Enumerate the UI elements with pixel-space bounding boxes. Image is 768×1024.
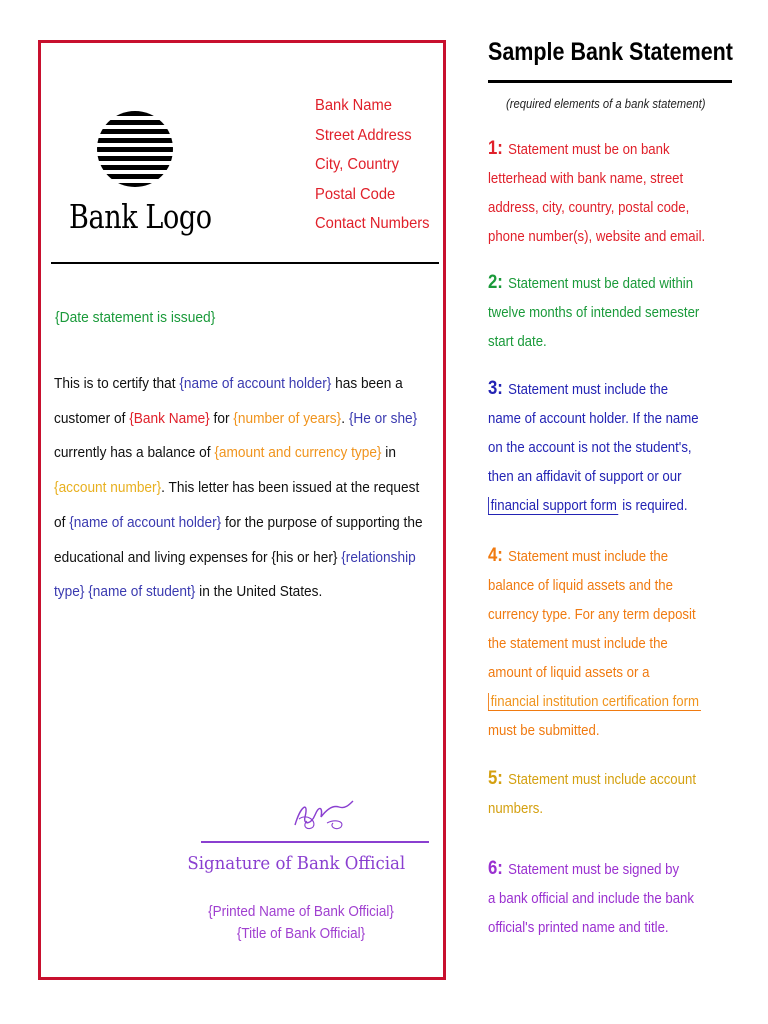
address-line: Contact Numbers — [315, 215, 430, 232]
printed-title: {Title of Bank Official} — [236, 925, 366, 942]
requirement-line: then an affidavit of support or our — [488, 468, 682, 485]
requirement-line: is required. — [618, 497, 688, 514]
requirement-line: currency type. For any term deposit — [488, 606, 696, 623]
address-line: Street Address — [315, 126, 412, 144]
requirement-line: numbers. — [488, 800, 544, 817]
requirement-line: a bank official and include the bank — [488, 890, 694, 907]
body-line: type} {name of student} in the United States. — [54, 583, 323, 601]
requirements-sidebar — [488, 38, 750, 936]
requirement-line: Statement must include the — [508, 381, 669, 398]
requirement-number: 3: — [488, 378, 503, 399]
requirement-1 — [488, 134, 750, 251]
statement-date: {Date statement is issued} — [55, 309, 216, 326]
requirement-line: Statement must be on bank — [508, 141, 670, 158]
address-line: Bank Name — [315, 97, 392, 114]
requirement-line: the statement must include the — [488, 635, 668, 652]
requirement-5 — [488, 764, 750, 823]
letter-body — [54, 367, 444, 610]
requirement-number: 2: — [488, 272, 503, 293]
requirement-line: balance of liquid assets and the — [488, 577, 673, 594]
requirement-6 — [488, 854, 750, 942]
requirement-number: 6: — [488, 858, 503, 879]
requirement-line: letterhead with bank name, street — [488, 170, 684, 187]
sidebar-subtitle: (required elements of a bank statement) — [506, 97, 706, 111]
printed-name-block — [41, 901, 443, 945]
requirement-line: amount of liquid assets or a — [488, 664, 650, 681]
signature-line — [201, 841, 429, 843]
requirement-2 — [488, 268, 750, 356]
body-line: educational and living expenses for {his or her} {relationship — [54, 548, 416, 566]
requirement-line: twelve months of intended semester — [488, 304, 700, 321]
sidebar-title: Sample Bank Statement — [488, 38, 733, 66]
requirement-line: Statement must include account — [508, 771, 696, 788]
body-line: {account number}. This letter has been issued at the request — [54, 479, 420, 497]
certification-form-link[interactable]: financial institution certification form — [488, 693, 701, 711]
requirement-3 — [488, 374, 750, 520]
requirement-line: Statement must be dated within — [508, 275, 694, 292]
requirement-line: on the account is not the student's, — [488, 439, 692, 456]
requirement-line: name of account holder. If the name — [488, 410, 699, 427]
requirement-number: 5: — [488, 768, 503, 789]
address-line: Postal Code — [315, 185, 396, 203]
title-underline — [488, 80, 732, 83]
body-line: customer of {Bank Name} for {number of years}. {He or she} — [54, 409, 418, 427]
financial-support-form-link[interactable]: financial support form — [488, 497, 619, 515]
body-line: currently has a balance of {amount and currency type} in — [54, 444, 396, 462]
body-line: This is to certify that {name of account holder} has been a — [54, 375, 403, 392]
requirement-line: official's printed name and title. — [488, 919, 669, 936]
requirement-line: Statement must be signed by — [508, 861, 680, 878]
requirement-line: must be submitted. — [488, 722, 600, 739]
address-line: City, Country — [315, 156, 399, 173]
bank-letter — [38, 40, 446, 980]
requirement-number: 1: — [488, 138, 503, 159]
printed-name: {Printed Name of Bank Official} — [208, 903, 394, 920]
signature-label: Signature of Bank Official — [187, 853, 406, 874]
letterhead-divider — [51, 262, 439, 264]
body-line: of {name of account holder} for the purpose of supporting the — [54, 513, 423, 531]
requirement-line: address, city, country, postal code, — [488, 199, 690, 216]
requirement-4 — [488, 541, 750, 745]
bank-address — [315, 91, 440, 239]
requirement-line: phone number(s), website and email. — [488, 228, 706, 245]
signature-scribble-icon — [287, 795, 357, 835]
requirement-number: 4: — [488, 545, 503, 566]
requirement-line: Statement must include the — [508, 548, 669, 565]
bank-logo-text: Bank Logo — [69, 197, 212, 236]
requirement-line: start date. — [488, 333, 547, 350]
